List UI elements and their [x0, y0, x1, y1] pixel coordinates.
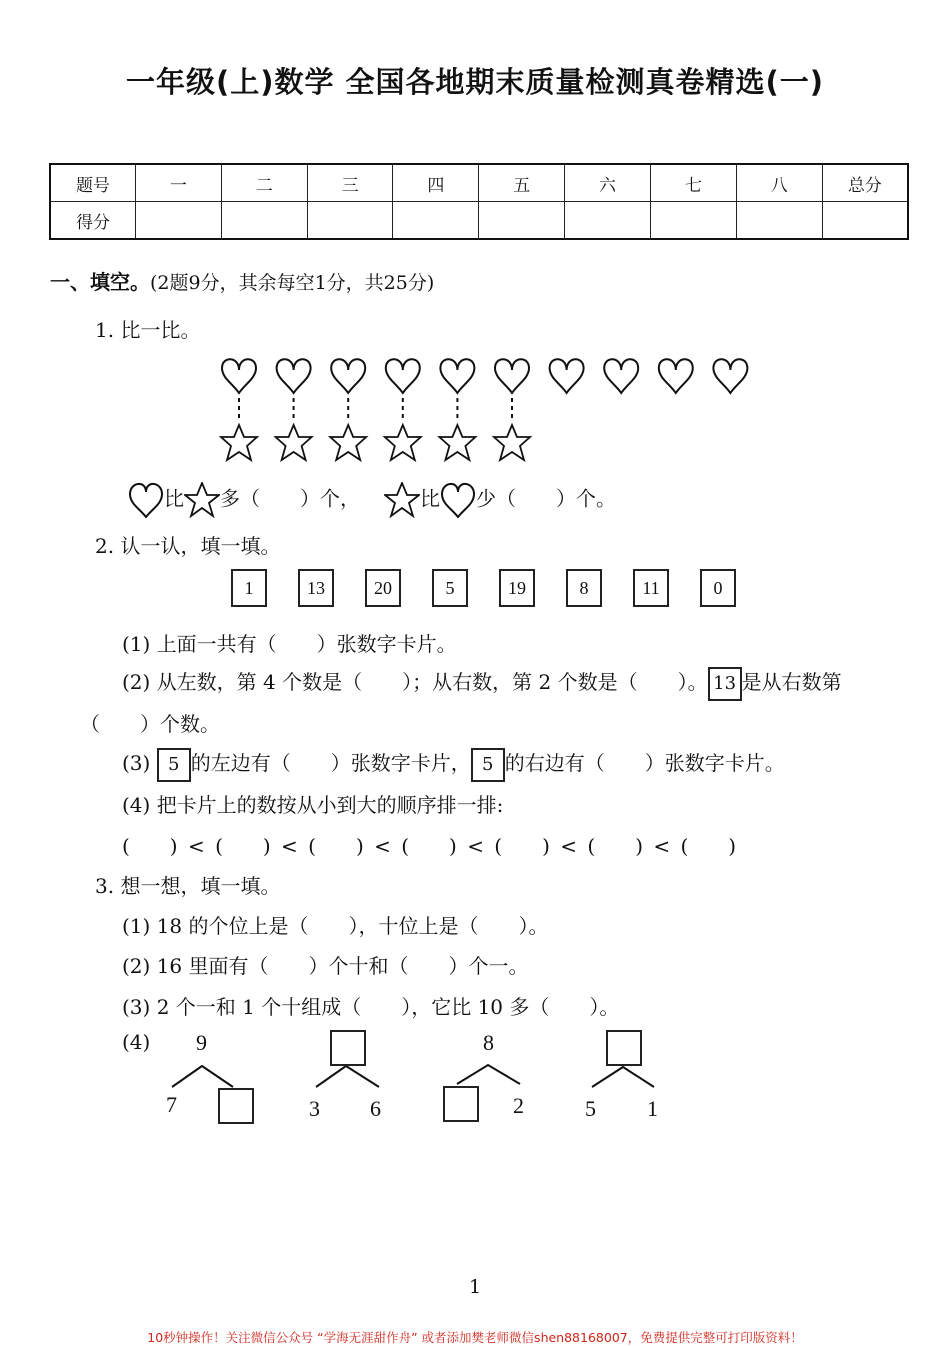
q1-text-d: 少（ ）个。 [476, 486, 616, 511]
tree1-left: 7 [166, 1092, 177, 1117]
score-cell[interactable] [221, 202, 307, 240]
tree4-right: 1 [647, 1096, 658, 1121]
heart-icon [495, 359, 529, 393]
star-icon [385, 425, 421, 460]
star-icon [384, 482, 420, 518]
heart-icon [550, 359, 584, 393]
heart-icon [604, 359, 638, 393]
score-cell[interactable] [650, 202, 736, 240]
q2-sub3-text-c: 的右边有（ ）张数字卡片。 [504, 751, 785, 775]
score-cell[interactable] [393, 202, 479, 240]
inline-number-card: 13 [708, 667, 742, 701]
heart-icon [440, 359, 474, 393]
number-card: 11 [633, 569, 669, 607]
heart-icon [386, 359, 420, 393]
score-cell[interactable] [736, 202, 822, 240]
star-icon [221, 425, 257, 460]
q1-text-c: 比 [420, 486, 440, 511]
score-table [49, 163, 909, 240]
q1-text-b: 多（ ）个， [220, 486, 360, 511]
answer-box[interactable] [606, 1030, 642, 1066]
score-header-1: 一 [136, 164, 222, 202]
answer-box[interactable] [218, 1088, 254, 1124]
score-cell[interactable] [136, 202, 222, 240]
inline-number-card: 5 [157, 748, 191, 782]
score-value-row [50, 202, 908, 240]
number-card: 13 [298, 569, 334, 607]
page-title: 一年级(上)数学 全国各地期末质量检测真卷精选(一) [125, 65, 825, 99]
score-header-7: 七 [650, 164, 736, 202]
score-cell[interactable] [822, 202, 908, 240]
tree-branch [316, 1066, 379, 1087]
score-header-8: 八 [736, 164, 822, 202]
heart-icon [128, 482, 164, 518]
q2-label: 2. 认一认，填一填。 [95, 534, 281, 558]
star-icon [439, 425, 475, 460]
score-header-3: 三 [307, 164, 393, 202]
q1-compare-figure [210, 352, 770, 470]
score-header-6: 六 [565, 164, 651, 202]
score-header-2: 二 [221, 164, 307, 202]
q2-sub2-text-b: 是从右数第 [741, 670, 842, 694]
q2-sub2-text-a: (2) 从左数，第 4 个数是（ ）；从右数，第 2 个数是（ ）。 [122, 670, 708, 694]
q2-sub3 [122, 747, 785, 782]
inline-number-card: 5 [471, 748, 505, 782]
number-card: 20 [365, 569, 401, 607]
q3-sub2: (2) 16 里面有（ ）个十和（ ）个一。 [122, 954, 529, 978]
section-1-heading [50, 266, 434, 295]
q1-sentence [128, 482, 616, 518]
tree1-top: 9 [196, 1030, 207, 1055]
tree-branch [457, 1065, 520, 1084]
score-header-total: 总分 [822, 164, 908, 202]
score-cell[interactable] [307, 202, 393, 240]
score-header-5: 五 [479, 164, 565, 202]
number-card: 1 [231, 569, 267, 607]
score-cell[interactable] [565, 202, 651, 240]
number-card: 19 [499, 569, 535, 607]
q2-sub2-cont: （ ）个数。 [80, 712, 220, 736]
star-icon [330, 425, 366, 460]
q2-sub4-blanks: ( ) < ( ) < ( ) < ( ) < ( ) < ( ) < ( ) [122, 834, 737, 858]
hearts-row [222, 359, 747, 393]
heart-icon [222, 359, 256, 393]
heart-icon [659, 359, 693, 393]
star-icon [276, 425, 312, 460]
tree3-top: 8 [483, 1030, 494, 1055]
star-icon [184, 482, 220, 518]
tree2-left: 3 [309, 1096, 320, 1121]
tree3-right: 2 [513, 1093, 524, 1118]
q3-label: 3. 想一想，填一填。 [95, 874, 281, 898]
heart-icon [277, 359, 311, 393]
section-1-title: 一、填空。 [50, 270, 150, 294]
tree4-left: 5 [585, 1096, 596, 1121]
q3-sub4-label: (4) [122, 1030, 151, 1054]
page-number: 1 [468, 1276, 482, 1298]
q2-sub2 [122, 666, 842, 701]
q2-sub1: (1) 上面一共有（ ）张数字卡片。 [122, 632, 457, 656]
q3-sub1: (1) 18 的个位上是（ ），十位上是（ ）。 [122, 914, 549, 938]
number-card: 5 [432, 569, 468, 607]
tree2-right: 6 [370, 1096, 381, 1121]
star-icon [494, 425, 530, 460]
heart-icon [440, 482, 476, 518]
heart-icon [331, 359, 365, 393]
q3-sub3: (3) 2 个一和 1 个十组成（ ），它比 10 多（ ）。 [122, 995, 620, 1019]
section-1-note: (2题9分，其余每空1分，共25分) [150, 272, 435, 294]
score-row-label: 得分 [50, 202, 136, 240]
q1-label: 1. 比一比。 [95, 318, 201, 342]
heart-icon [713, 359, 747, 393]
answer-box[interactable] [443, 1086, 479, 1122]
q2-sub4: (4) 把卡片上的数按从小到大的顺序排一排: [122, 793, 504, 817]
answer-box[interactable] [330, 1030, 366, 1066]
score-header-row [50, 164, 908, 202]
q2-sub3-text-b: 的左边有（ ）张数字卡片， [190, 751, 471, 775]
tree-branch [592, 1067, 654, 1087]
footer-note: 10秒钟操作！关注微信公众号 “学海无涯甜作舟” 或者添加樊老师微信shen88168007，免费提供完整可打印版资料！ [147, 1330, 803, 1345]
score-header-label: 题号 [50, 164, 136, 202]
number-card: 0 [700, 569, 736, 607]
number-card: 8 [566, 569, 602, 607]
stars-row [221, 398, 530, 460]
q2-sub3-label: (3) [122, 751, 151, 775]
tree-branch [172, 1066, 233, 1087]
q1-text-a: 比 [164, 486, 184, 511]
score-cell[interactable] [479, 202, 565, 240]
score-header-4: 四 [393, 164, 479, 202]
